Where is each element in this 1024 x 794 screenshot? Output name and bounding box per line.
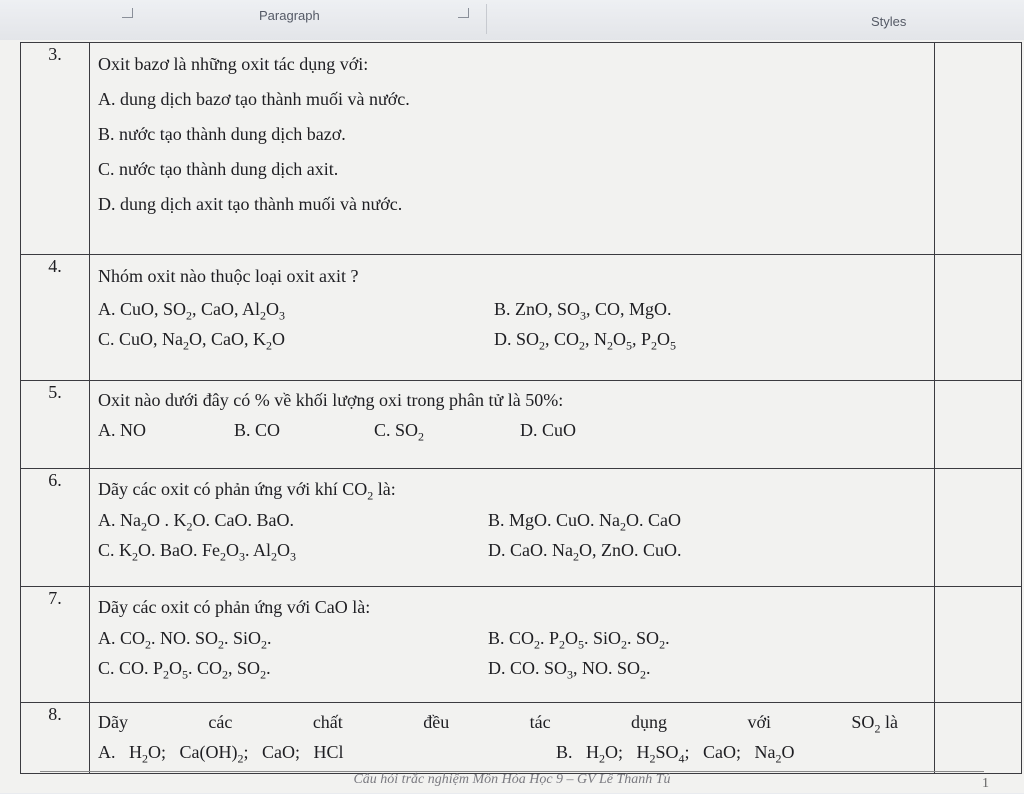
stem-word: Dãy bbox=[98, 712, 128, 732]
option-c: C. CO. $P_2O_5$. $CO_2$, $SO_2$. bbox=[98, 658, 271, 682]
question-row bbox=[21, 255, 1022, 381]
question-row bbox=[21, 469, 1022, 587]
option-d: D. $SO_2$, $CO_2$, $N_2O_5$, $P_2O_5$ bbox=[494, 329, 677, 353]
question-content bbox=[90, 469, 935, 587]
question-content bbox=[90, 703, 935, 774]
question-number: 8. bbox=[21, 703, 90, 774]
question-content bbox=[90, 381, 935, 469]
option-b: B. nước tạo thành dung dịch bazơ. bbox=[98, 124, 346, 144]
question-number: 5. bbox=[21, 381, 90, 469]
margin-cell bbox=[935, 703, 1022, 774]
question-stem: Nhóm oxit nào thuộc loại oxit axit ? bbox=[98, 266, 359, 286]
question-content bbox=[90, 587, 935, 703]
question-stem: Dãy các oxit có phản ứng với CaO là: bbox=[98, 597, 371, 617]
question-stem: Oxit nào dưới đây có % về khối lượng oxi trong phân tử là 50%: bbox=[98, 390, 564, 410]
page-footer: Câu hỏi trắc nghiệm Môn Hóa Học 9 – GV Lê Thanh Tú bbox=[40, 771, 984, 794]
question-row bbox=[21, 703, 1022, 774]
margin-cell bbox=[935, 43, 1022, 255]
stem-word: tác bbox=[529, 712, 551, 732]
option-a: A. $H_2O$; $Ca(OH)_2$; CaO; HCl bbox=[98, 742, 344, 766]
ribbon-bar bbox=[0, 0, 1024, 41]
paragraph-dialog-launcher-icon[interactable] bbox=[458, 8, 469, 18]
option-b: B. MgO. CuO. $Na_2O$. CaO bbox=[488, 510, 682, 534]
stem-word: $SO_2$ là bbox=[851, 712, 898, 736]
question-row bbox=[21, 381, 1022, 469]
question-row bbox=[21, 587, 1022, 703]
option-c: C. nước tạo thành dung dịch axit. bbox=[98, 159, 339, 179]
document-page[interactable] bbox=[0, 40, 1024, 793]
option-d: D. CO. $SO_3$, NO. $SO_2$. bbox=[488, 658, 651, 682]
option-a: A. $CO_2$. NO. $SO_2$. SiO$_2$. bbox=[98, 628, 272, 652]
question-stem: Oxit bazơ là những oxit tác dụng với: bbox=[98, 54, 369, 74]
option-d: D. CuO bbox=[520, 420, 577, 440]
margin-cell bbox=[935, 381, 1022, 469]
options-row bbox=[98, 653, 928, 683]
option-a: A. CuO, $SO_2$, CaO, $Al_2O_3$ bbox=[98, 299, 286, 323]
question-number: 4. bbox=[21, 255, 90, 381]
font-dialog-launcher-icon[interactable] bbox=[122, 8, 133, 18]
options-row bbox=[98, 737, 928, 767]
question-number: 6. bbox=[21, 469, 90, 587]
question-table bbox=[20, 42, 1022, 774]
options-row bbox=[98, 294, 928, 324]
options-row bbox=[98, 415, 928, 445]
stem-word: đều bbox=[423, 712, 450, 732]
option-a: A. NO bbox=[98, 420, 146, 440]
stem-word: với bbox=[747, 712, 771, 732]
margin-cell bbox=[935, 255, 1022, 381]
question-stem: Dãy các oxit có phản ứng với khí $CO_2$ là: bbox=[98, 479, 396, 503]
margin-cell bbox=[935, 587, 1022, 703]
option-c: C. $SO_2$ bbox=[374, 420, 425, 444]
question-content bbox=[90, 43, 935, 255]
page-number: 1 bbox=[982, 776, 989, 791]
stem-word: các bbox=[208, 712, 233, 732]
option-d: D. CaO. $Na_2O$, ZnO. CuO. bbox=[488, 540, 682, 564]
question-number: 3. bbox=[21, 43, 90, 255]
question-stem bbox=[98, 707, 898, 737]
option-a: A. $Na_2O$ . $K_2O$. CaO. BaO. bbox=[98, 510, 294, 534]
question-number: 7. bbox=[21, 587, 90, 703]
options-row bbox=[98, 535, 928, 565]
option-b: B. ZnO, $SO_3$, CO, MgO. bbox=[494, 299, 672, 323]
option-b: B. $H_2O$; $H_2SO_4$; CaO; $Na_2O$ bbox=[556, 742, 795, 766]
paragraph-group-label: Paragraph bbox=[259, 8, 320, 23]
option-d: D. dung dịch axit tạo thành muối và nước. bbox=[98, 194, 403, 214]
option-c: C. CuO, $Na_2O$, CaO, $K_2O$ bbox=[98, 329, 285, 353]
options-row bbox=[98, 324, 928, 354]
ribbon-separator bbox=[486, 4, 487, 34]
option-c: C. $K_2O$. BaO. $Fe_2O_3$. $Al_2O_3$ bbox=[98, 540, 297, 564]
margin-cell bbox=[935, 469, 1022, 587]
stem-word: chất bbox=[312, 712, 343, 732]
option-b: B. CO bbox=[234, 420, 281, 440]
question-row bbox=[21, 43, 1022, 255]
styles-group-label: Styles bbox=[871, 14, 907, 29]
question-content bbox=[90, 255, 935, 381]
option-a: A. dung dịch bazơ tạo thành muối và nước. bbox=[98, 89, 410, 109]
option-b: B. $CO_2$. $P_2O_5$. SiO$_2$. $SO_2$. bbox=[488, 628, 670, 652]
stem-word: dụng bbox=[631, 712, 668, 732]
options-row bbox=[98, 623, 928, 653]
options-row bbox=[98, 505, 928, 535]
